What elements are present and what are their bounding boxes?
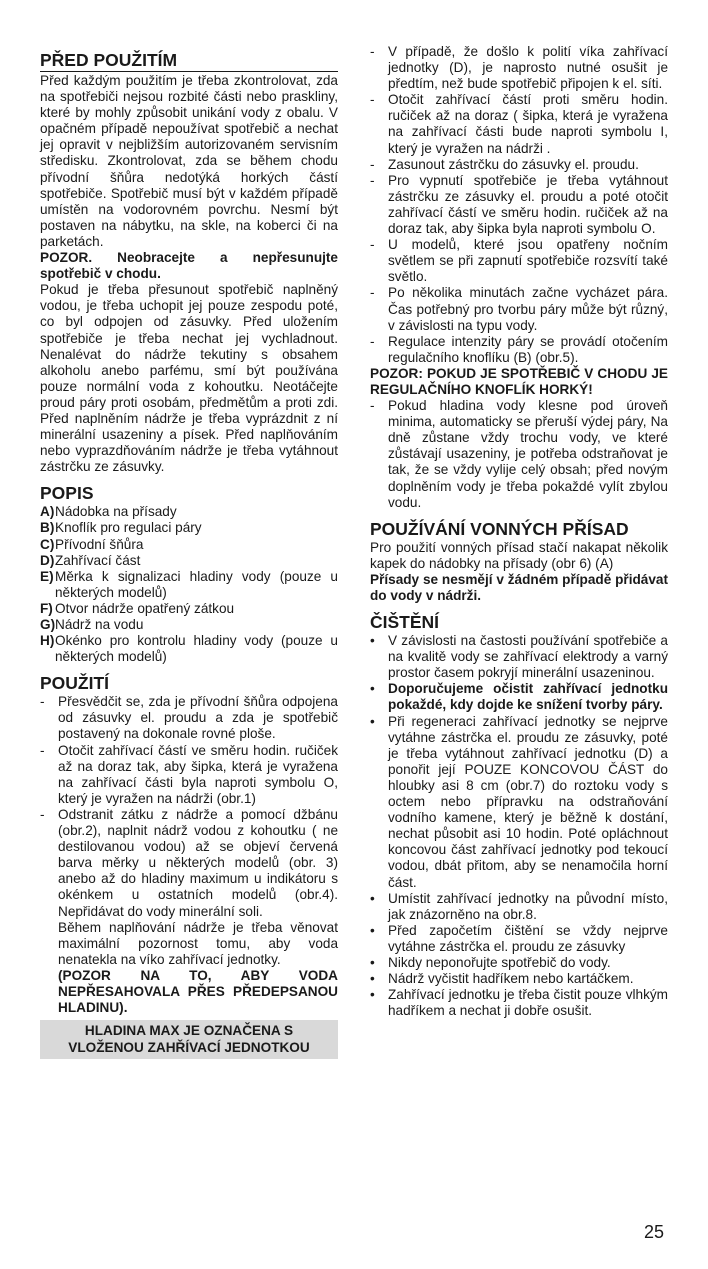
parts-list [40, 504, 338, 665]
list-item: B) Knoflík pro regulaci páry [40, 520, 202, 536]
left-column [40, 44, 338, 1059]
list-item: • Před započetím čištění se vždy nejprve vytáhne zástrčka el. proudu ze zásuvky [370, 922, 668, 954]
page-number: 25 [643, 1222, 664, 1242]
list-item: • Nádrž vyčistit hadříkem nebo kartáčkem. [370, 971, 634, 987]
list-item: - Po několika minutách začne vycházet pára. Čas potřebný pro tvorbu páry může být různý, v závislosti na typu vody. [370, 285, 668, 333]
usage-list-continued [370, 44, 668, 366]
title-underline [40, 71, 338, 72]
list-item: - Zasunout zástrčku do zásuvky el. proudu. [370, 156, 639, 172]
paragraph-pred-pouzitim: Před každým použitím je třeba zkontrolovat, zda na spotřebiči nejsou rozbité části nebo praskliny, které by mohly způsobit unikání vody z obalu. V opačném případě nepoužívat spotřebič a nechat jej opravit v nejbližším autorizovaném servisním středisku. Zkontrolovat, zda se během chodu přívodní šňůra nedotýká horkých částí spotřebiče. Spotřebič musí být v každém případě umístěn na vodorovném povrchu. Nesmí být postaven na nábytku, na skle, na koberci či na parketách. [40, 73, 338, 249]
list-item: - V případě, že došlo k polití víka zahřívací jednotky (D), je naprosto nutné osušit je předtím, než bude spotřebič připojen k el. síti. [370, 44, 668, 92]
warning-hot-knob: POZOR: POKUD JE SPOTŘEBIČ V CHODU JE REGULAČNÍHO KNOFLÍK HORKÝ! [370, 365, 668, 397]
list-item: C) Přívodní šňůra [40, 536, 144, 552]
usage-list [40, 694, 338, 1016]
list-item: - Otočit zahřívací částí ve směru hodin. ručiček až na doraz tak, aby šipka, která je vyražena na zahřívací části byla naproti symbolu O, který je vyražen na nádrži (obr.1) [40, 742, 338, 806]
list-item: • Zahřívací jednotku je třeba čistit pouze vlhkým hadříkem a nechat ji dobře osušit. [370, 987, 668, 1019]
section-title-cisteni: ČIŠTĚNÍ [370, 612, 440, 633]
max-level-notice-box: HLADINA MAX JE OZNAČENA S VLOŽENOU ZAHŘÍVACÍ JEDNOTKOU [40, 1020, 338, 1059]
cleaning-list [370, 633, 668, 1019]
list-item: - Regulace intenzity páry se provádí otočením regulačního knoflíku (B) (obr.5). [370, 333, 668, 365]
list-item: - Odstranit zátku z nádrže a pomocí džbánu (obr.2), naplnit nádrž vodou z kohoutku ( ne destilovanou vodou) až se objeví červená barva měrky u některých modelů (obr. 3) anebo až do hladiny maximum u indikátoru s okénkem u ostatních modelů (obr.4). Nepřidávat do vody minerální soli. [40, 806, 338, 919]
list-item: - Přesvědčit se, zda je přívodní šňůra odpojena od zásuvky el. proudu a zda je spotřebič postavený na dokonale rovné ploše. [40, 694, 338, 742]
list-item: - Otočit zahřívací částí proti směru hodin. ručiček až na doraz ( šipka, která je vyražena na zahřívací části bude naproti symbolu I, který je vyražen na nádrži . [370, 92, 668, 156]
list-item: • Doporučujeme očistit zahřívací jednotku pokaždé, kdy dojde ke snížení tvorby páry. [370, 681, 668, 713]
list-item: • V závislosti na častosti používání spotřebiče a na kvalitě vody se zahřívací elektrody a varný prostor časem pokryjí minerální usazeninou. [370, 633, 668, 681]
list-item: • Při regeneraci zahřívací jednotky se nejprve vytáhne zástrčka el. proudu ze zásuvky, poté je třeba vytáhnout zahřívací jednotku (D) a ponořit její POUZE KONCOVOU ČÁST do hloubky asi 8 cm (obr.7) do roztoku vody s octem nebo přípravku na odstraňování vodního kamene, který je běžně k dostání, nechat působit asi 10 hodin. Poté opláchnout koncovou část zahřívací jednotky pod tekoucí vodou, dbát přitom, aby se nenamočila horní část. [370, 713, 668, 890]
list-item: H) Okénko pro kontrolu hladiny vody (pouze u některých modelů) [40, 633, 338, 665]
section-title-pred-pouzitim: PŘED POUŽITÍM [40, 50, 178, 70]
list-item: G) Nádrž na vodu [40, 617, 144, 632]
section-title-popis: POPIS [40, 483, 94, 504]
warning-no-move: POZOR. Neobracejte a nepřesunujte spotřebič v chodu. [40, 250, 338, 282]
list-item: F) Otvor nádrže opatřený zátkou [40, 600, 235, 616]
section-title-vonne-prisady: POUŽÍVÁNÍ VONNÝCH PŘÍSAD [370, 518, 629, 539]
list-item: D) Zahřívací část [40, 552, 141, 568]
paragraph-moving: Pokud je třeba přesunout spotřebič naplněný vodou, je třeba uchopit jej pouze zespodu poté, co byl odpojen od zásuvky. Před uložením spotřebiče je třeba nechat jej vychladnout. Nenalévat do nádrže tekutiny s obsahem alkoholu anebo parfému, smí být používána pouze normální voda z kohoutku. Neotáčejte proud páry proti osobám, předmětům a proti zdi. Před naplněním nádrže je třeba vyprázdnit z ní minerální usazeniny a písek. Před naplňováním nebo vyprazdňováním nádrže je třeba vytáhnout zástrčku ze zásuvky. [40, 282, 338, 475]
list-item: - Pokud hladina vody klesne pod úroveň minima, automaticky se přeruší výdej páry, Na dně zůstane vždy trochu vody, ve které zůstávají usazeniny, je potřeba odstraňovat je tak, že se vždy vylije celý obsah; před novým doplněním vody je třeba pokaždé vylít zbylou vodu. [370, 398, 668, 510]
section-title-pouziti: POUŽITÍ [40, 673, 110, 694]
list-item: (POZOR NA TO, ABY VODA NEPŘESAHOVALA PŘES PŘEDEPSANOU HLADINU). [58, 967, 338, 1016]
warning-additives: Přísady se nesmějí v žádném případě přidávat do vody v nádrži. [370, 571, 668, 603]
right-column [370, 44, 668, 1019]
list-item: • Umístit zahřívací jednotky na původní místo, jak znázorněno na obr.8. [370, 890, 668, 922]
water-level-list [370, 398, 668, 511]
list-item: A) Nádobka na přísady [40, 504, 177, 520]
list-item: E) Měrka k signalizaci hladiny vody (pouze u některých modelů) [40, 568, 338, 600]
list-item: - U modelů, které jsou opatřeny nočním světlem se při zapnutí spotřebiče rozsvítí také světlo. [370, 237, 668, 285]
list-item: - Pro vypnutí spotřebiče je třeba vytáhnout zástrčku ze zásuvky el. proudu a poté otočit zahřívací částí ve směru hodin. ručiček až na doraz tak, aby šipka byla naproti symbolu O. [370, 172, 668, 237]
paragraph-vonne-prisady: Pro použití vonných přísad stačí nakapat několik kapek do nádobky na přísady (obr 6) (A) [370, 539, 668, 571]
list-item: • Nikdy neponořujte spotřebič do vody. [370, 954, 611, 970]
list-item: Během naplňování nádrže je třeba věnovat maximální pozornost tomu, aby voda nenatekla na víko zahřívací jednotky. [58, 919, 338, 967]
